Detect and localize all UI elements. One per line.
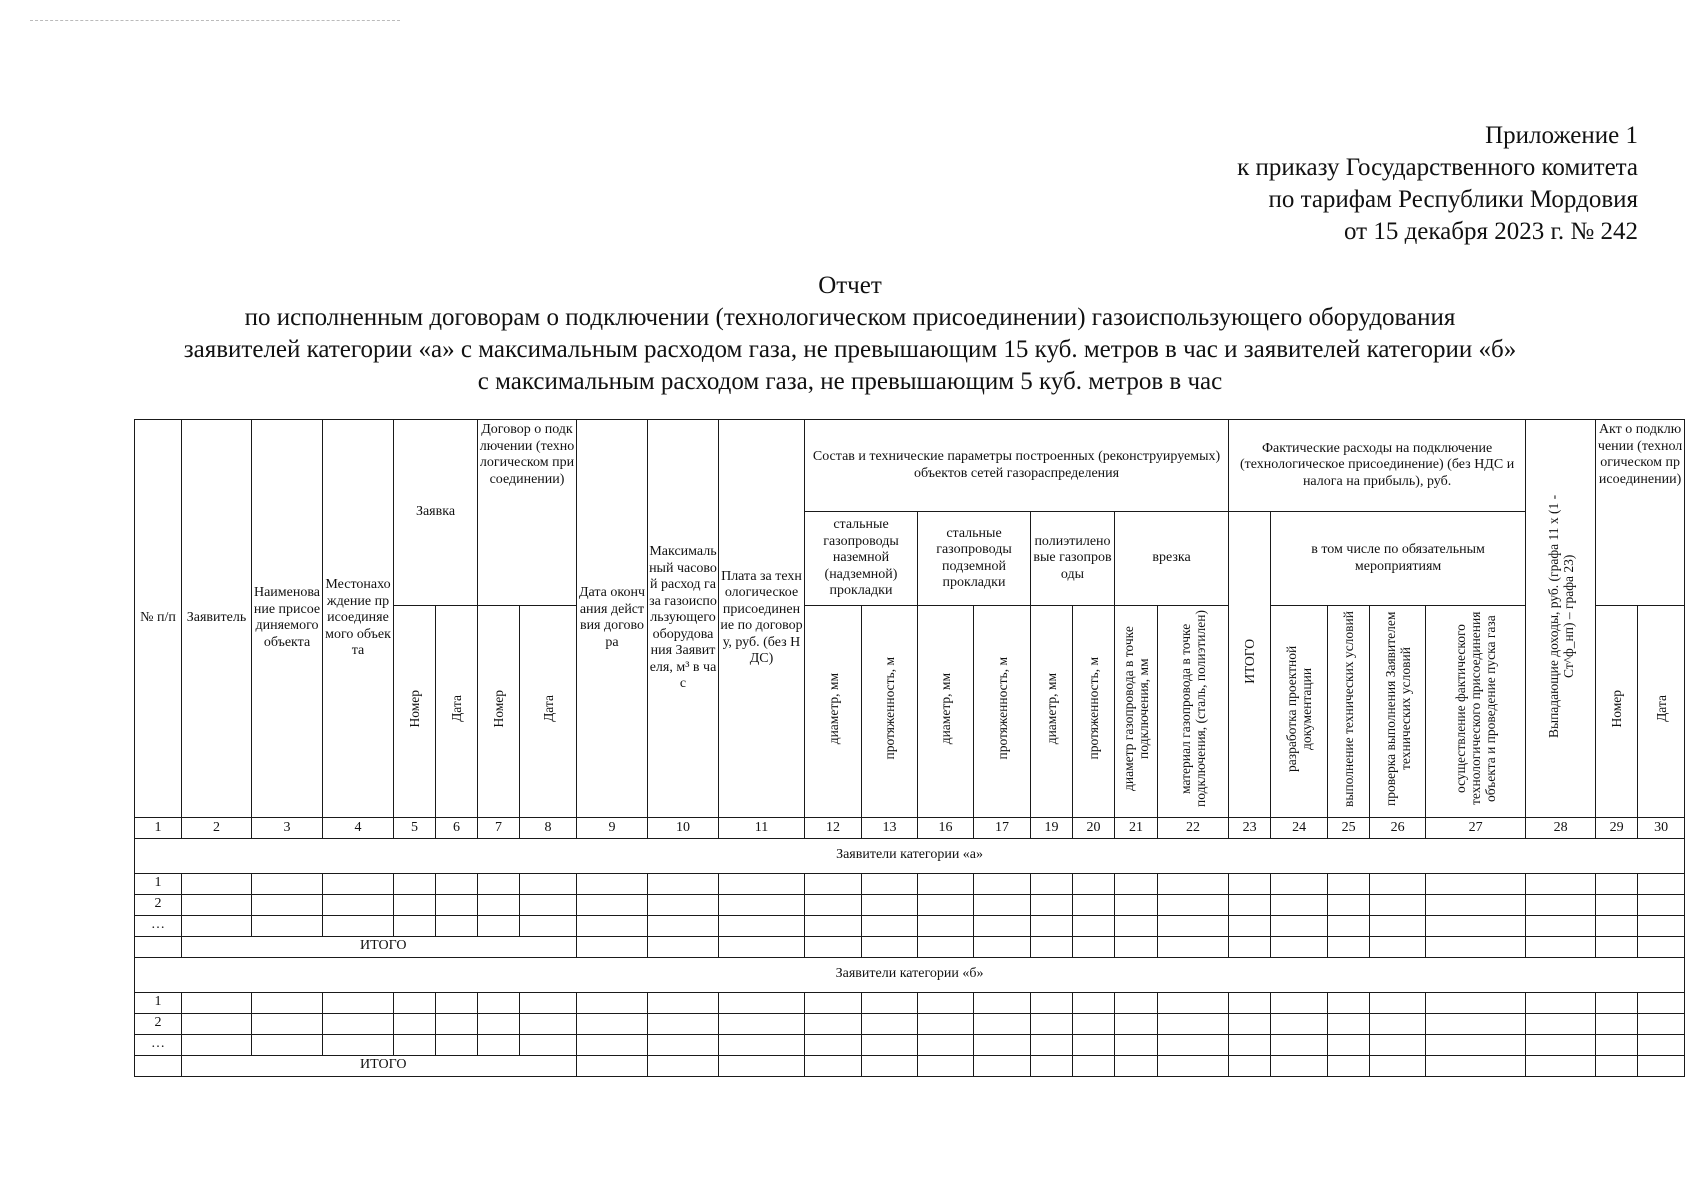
col-header-tech-conditions	[1328, 606, 1370, 818]
itogo-label-a: ИТОГО	[182, 936, 577, 957]
column-number: 5	[394, 817, 436, 838]
col-header-contract: Договор о подключении (технологическом присоединении)	[478, 420, 577, 606]
application-date-label: Дата	[449, 695, 464, 722]
col-header-object-location: Местонахождение присоединяемого объекта	[323, 420, 394, 818]
col-header-steel-above-diameter	[805, 606, 862, 818]
col-header-poly-length	[1073, 606, 1115, 818]
total-label: ИТОГО	[1242, 639, 1258, 684]
col-header-steel-above-length	[862, 606, 918, 818]
poly-length-label: протяженность, м	[1086, 657, 1101, 760]
steel-under-length-label: протяженность, м	[994, 657, 1010, 760]
section-b-title: Заявители категории «б»	[135, 957, 1685, 992]
table-row	[135, 1013, 1685, 1034]
row-number: 2	[135, 894, 182, 915]
scan-artifact-line	[30, 20, 400, 21]
table-row	[135, 915, 1685, 936]
column-number: 13	[862, 817, 918, 838]
col-header-lost-income	[1526, 420, 1596, 818]
column-number: 23	[1229, 817, 1271, 838]
col-header-tie-in: врезка	[1115, 512, 1229, 606]
report-title	[130, 270, 1570, 398]
act-number-label: Номер	[1609, 689, 1625, 728]
act-date-label: Дата	[1653, 695, 1669, 722]
col-header-tie-diameter	[1115, 606, 1158, 818]
col-header-application: Заявка	[394, 420, 478, 606]
row-number: …	[135, 915, 182, 936]
col-header-steel-under-length	[974, 606, 1031, 818]
header-row-1	[135, 420, 1685, 512]
column-number: 16	[918, 817, 974, 838]
column-number: 12	[805, 817, 862, 838]
steel-under-diameter-label: диаметр, мм	[938, 672, 953, 745]
col-header-composition: Состав и технические параметры построенных (реконструируемых) объектов сетей газораспределения	[805, 420, 1229, 512]
col-header-polyethylene: полиэтиленовые газопроводы	[1031, 512, 1115, 606]
report-heading: Отчет	[818, 272, 882, 299]
col-header-fee: Плата за технологическое присоединение по договору, руб. (без НДС)	[719, 420, 805, 818]
column-number: 20	[1073, 817, 1115, 838]
column-number: 19	[1031, 817, 1073, 838]
itogo-row-a	[135, 936, 1685, 957]
section-a-row	[135, 838, 1685, 873]
application-number-label: Номер	[407, 689, 422, 728]
appendix-line-1: Приложение 1	[1485, 122, 1638, 149]
column-number: 10	[648, 817, 719, 838]
lost-income-label: Выпадающие доходы, руб. (графа 11 х (1 - Ст^ф_нп) – графа 23)	[1545, 493, 1576, 738]
appendix-line-2: к приказу Государственного комитета	[1237, 154, 1638, 181]
report-subtitle-line-2: заявителей категории «а» с максимальным расходом газа, не превышающим 15 куб. метров в час и заявителей категории «б»	[183, 336, 1517, 363]
report-table	[134, 419, 1685, 1077]
steel-above-length-label: протяженность, м	[882, 657, 897, 760]
col-header-contract-number	[478, 606, 520, 818]
col-header-poly-diameter	[1031, 606, 1073, 818]
contract-number-label: Номер	[491, 689, 506, 728]
col-header-connection	[1426, 606, 1526, 818]
column-number: 9	[577, 817, 648, 838]
col-header-steel-under: стальные газопроводы подземной прокладки	[918, 512, 1031, 606]
column-number: 25	[1328, 817, 1370, 838]
col-header-act-number	[1596, 606, 1638, 818]
column-number: 4	[323, 817, 394, 838]
row-number: …	[135, 1034, 182, 1055]
column-number: 8	[520, 817, 577, 838]
report-subtitle-line-3: с максимальным расходом газа, не превышающим 5 куб. метров в час	[477, 368, 1223, 395]
appendix-note	[1237, 120, 1638, 248]
column-number: 1	[135, 817, 182, 838]
col-header-steel-under-diameter	[918, 606, 974, 818]
section-b-row	[135, 957, 1685, 992]
col-header-mandatory: в том числе по обязательным мероприятиям	[1271, 512, 1526, 606]
column-number: 3	[252, 817, 323, 838]
itogo-label-b: ИТОГО	[182, 1055, 577, 1076]
col-header-applicant: Заявитель	[182, 420, 252, 818]
col-header-act: Акт о подключении (технологическом присоединении)	[1596, 420, 1685, 606]
column-number: 11	[719, 817, 805, 838]
column-number: 2	[182, 817, 252, 838]
itogo-row-b	[135, 1055, 1685, 1076]
column-number: 27	[1426, 817, 1526, 838]
col-header-application-number	[394, 606, 436, 818]
column-number: 24	[1271, 817, 1328, 838]
column-number: 26	[1370, 817, 1426, 838]
column-number: 6	[436, 817, 478, 838]
col-header-num: № п/п	[135, 420, 182, 818]
col-header-object-name: Наименование присоединяемого объекта	[252, 420, 323, 818]
table-row	[135, 873, 1685, 894]
appendix-line-4: от 15 декабря 2023 г. № 242	[1343, 218, 1638, 245]
column-number: 22	[1158, 817, 1229, 838]
table-row	[135, 894, 1685, 915]
appendix-line-3: по тарифам Республики Мордовия	[1268, 186, 1638, 213]
col-header-verification	[1370, 606, 1426, 818]
row-number: 1	[135, 873, 182, 894]
section-a-title: Заявители категории «а»	[135, 838, 1685, 873]
project-docs-label: разработка проектной документации	[1284, 645, 1315, 772]
contract-date-label: Дата	[540, 695, 556, 722]
steel-above-diameter-label: диаметр, мм	[825, 672, 841, 745]
tie-material-label: материал газопровода в точке подключения, (сталь, полиэтилен)	[1178, 610, 1209, 807]
column-number: 7	[478, 817, 520, 838]
tie-diameter-label: диаметр газопровода в точке подключения, мм	[1121, 626, 1151, 791]
row-number: 2	[135, 1013, 182, 1034]
col-header-max-flow: Максимальный часовой расход газа газоиспользующего оборудования Заявителя, м³ в час	[648, 420, 719, 818]
col-header-project-docs	[1271, 606, 1328, 818]
col-header-contract-end: Дата окончания действия договора	[577, 420, 648, 818]
table-row	[135, 992, 1685, 1013]
report-subtitle-line-1: по исполненным договорам о подключении (технологическом присоединении) газоиспользующего оборудования	[244, 304, 1456, 331]
col-header-tie-material	[1158, 606, 1229, 818]
column-number: 17	[974, 817, 1031, 838]
col-header-actual-costs: Фактические расходы на подключение (технологическое присоединение) (без НДС и налога на прибыль), руб.	[1229, 420, 1526, 512]
poly-diameter-label: диаметр, мм	[1044, 672, 1059, 745]
row-number: 1	[135, 992, 182, 1013]
column-number: 21	[1115, 817, 1158, 838]
col-header-application-date	[436, 606, 478, 818]
verification-label: проверка выполнения Заявителем технических условий	[1382, 611, 1413, 806]
column-number: 30	[1638, 817, 1685, 838]
tech-conditions-label: выполнение технических условий	[1341, 610, 1357, 807]
col-header-total	[1229, 512, 1271, 818]
col-header-act-date	[1638, 606, 1685, 818]
connection-label: осуществление фактического технологического присоединения объекта и проведение пуска газа	[1453, 611, 1499, 806]
column-number: 28	[1526, 817, 1596, 838]
table-row	[135, 1034, 1685, 1055]
col-header-steel-above: стальные газопроводы наземной (надземной) прокладки	[805, 512, 918, 606]
col-header-contract-date	[520, 606, 577, 818]
column-number: 29	[1596, 817, 1638, 838]
column-numbers-row	[135, 817, 1685, 838]
